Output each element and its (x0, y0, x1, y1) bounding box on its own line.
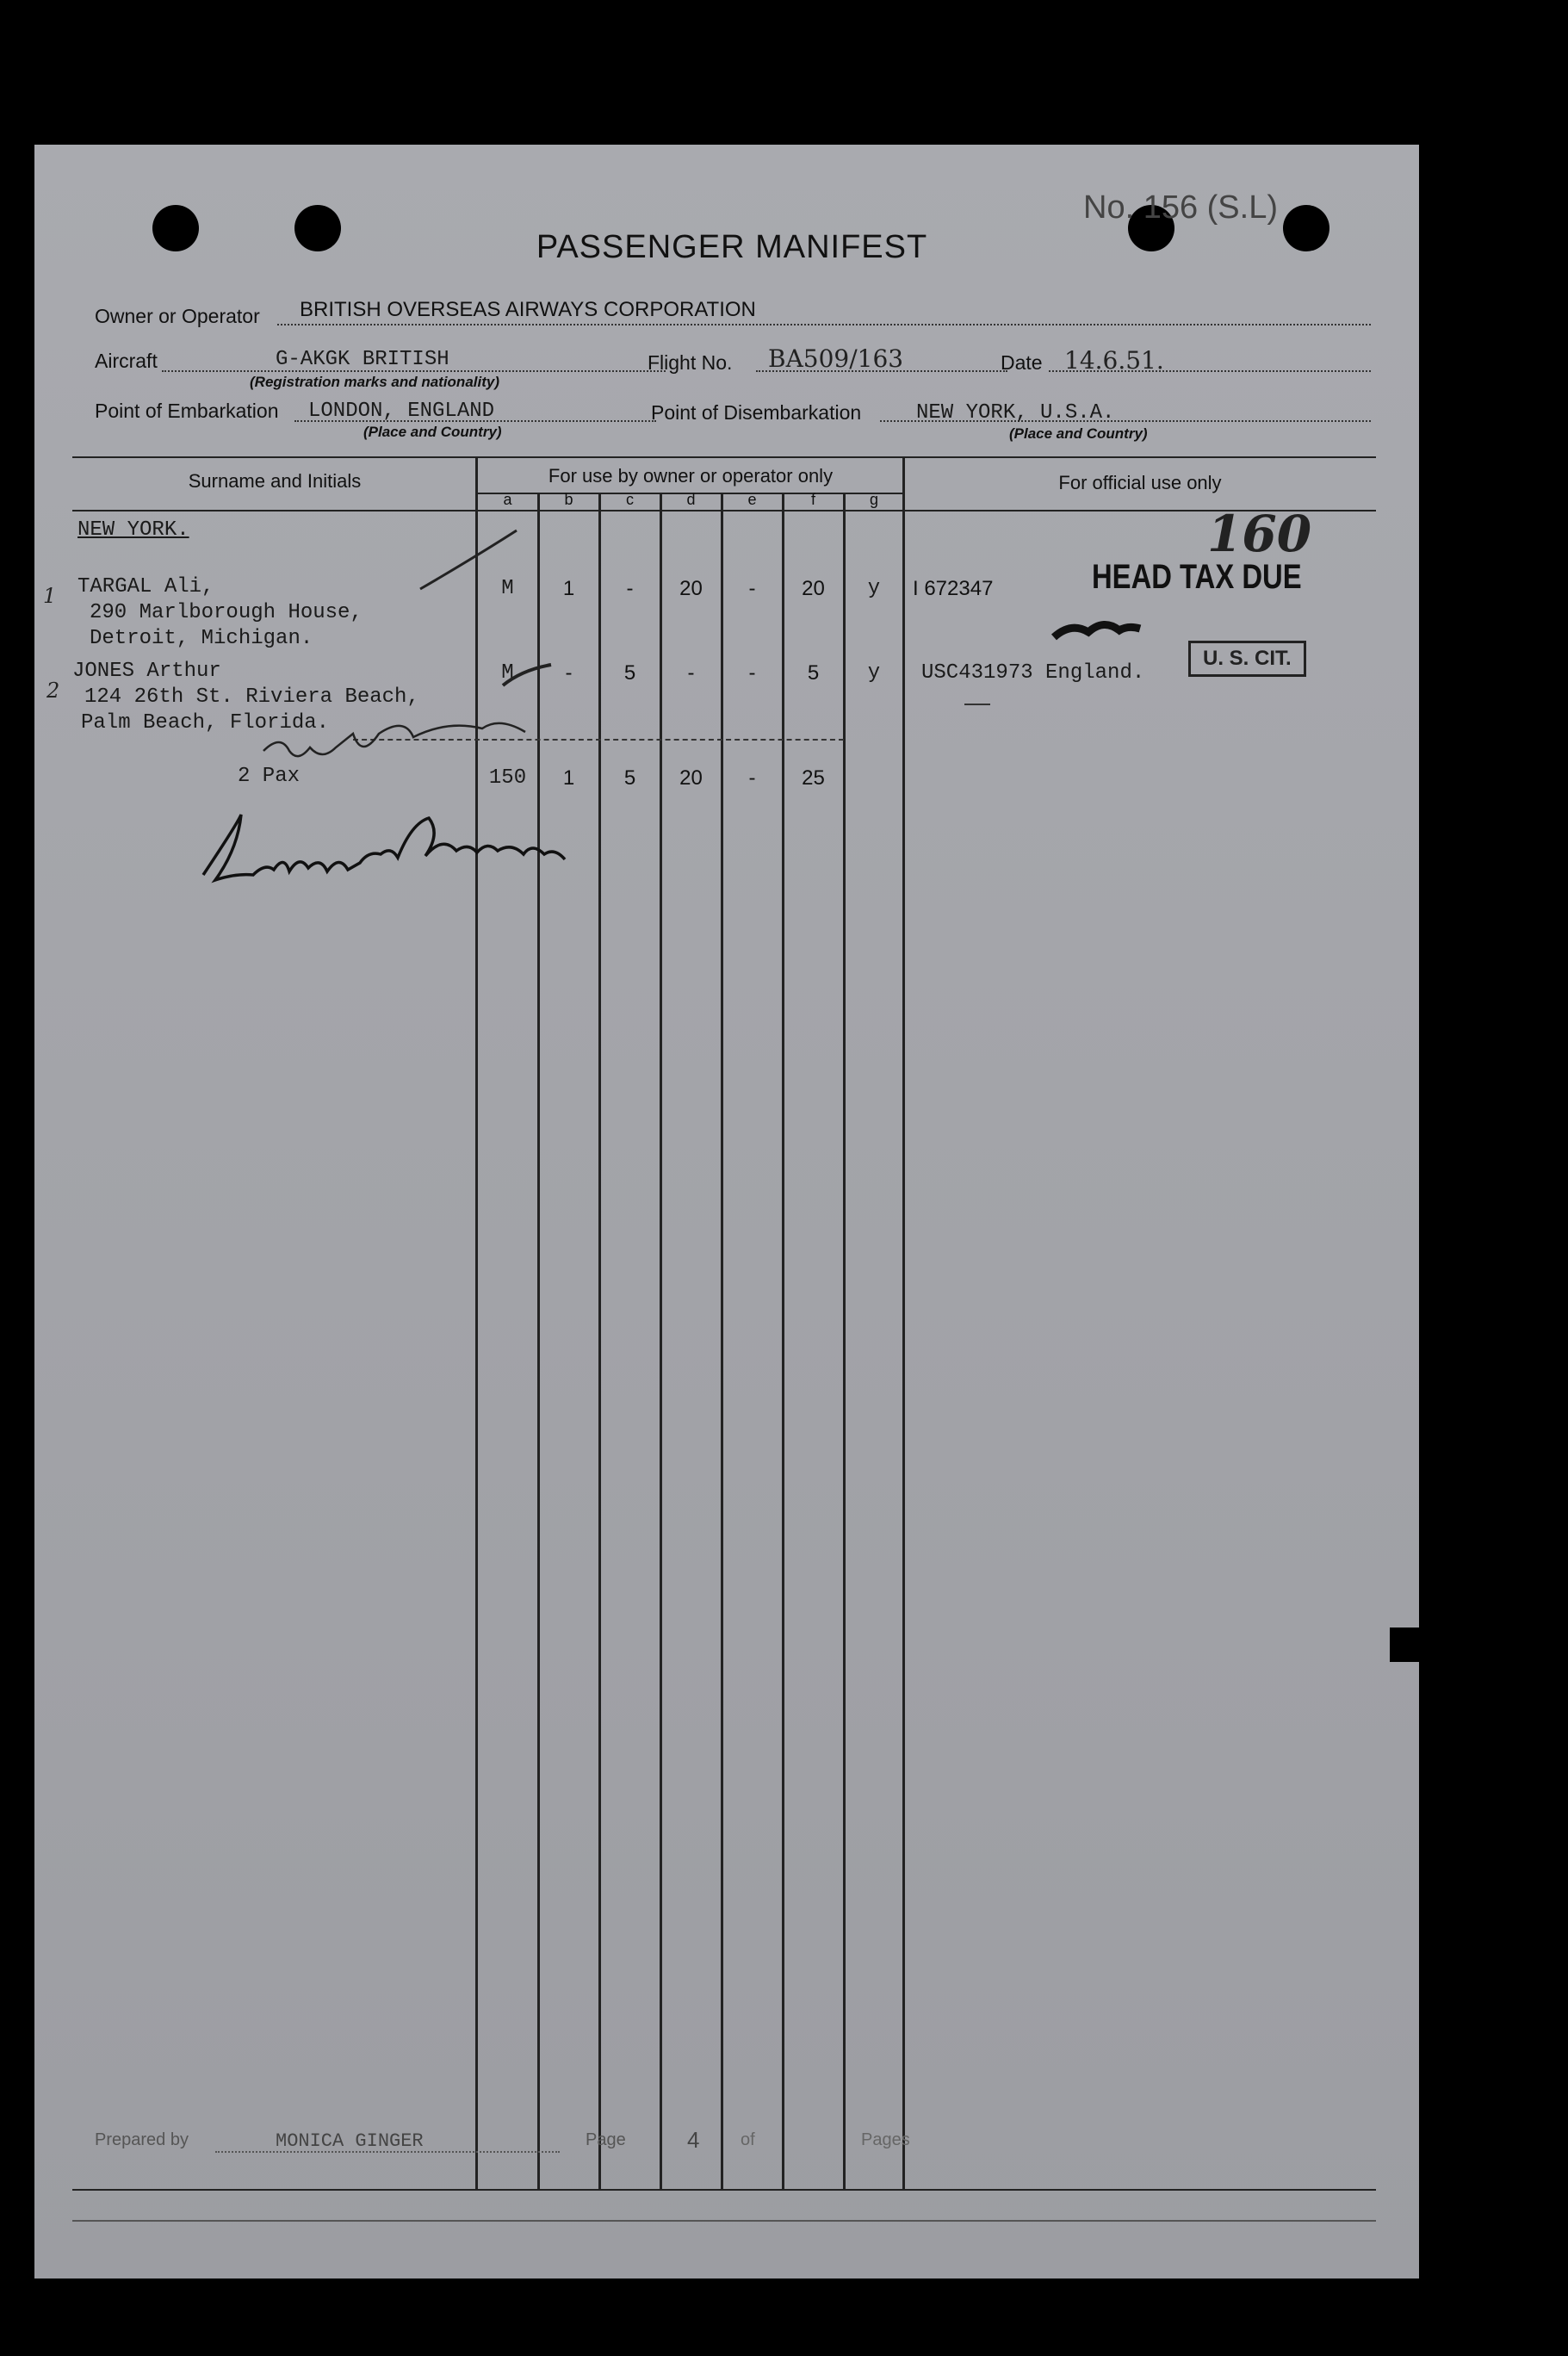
disembarkation-note: (Place and Country) (1009, 425, 1148, 442)
row-1-address1: 290 Marlborough House, (90, 601, 363, 624)
subcol-g: g (869, 491, 878, 508)
head-tax-stamp: HEAD TAX DUE (1092, 558, 1302, 596)
aircraft-note: (Registration marks and nationality) (250, 374, 499, 390)
disembarkation-value: NEW YORK, U.S.A. (916, 401, 1115, 425)
row-1-cell-b: 1 (562, 577, 575, 600)
aircraft-value: G-AKGK BRITISH (276, 348, 449, 371)
document-number: No. 156 (S.L) (1083, 189, 1278, 226)
row-2-official: USC431973 England. (921, 661, 1145, 685)
destination-heading: NEW YORK. (77, 518, 189, 542)
date-label: Date (1001, 351, 1043, 374)
row-2-name: JONES Arthur (72, 660, 221, 683)
row-2-cell-f: 5 (807, 661, 820, 685)
owner-value: BRITISH OVERSEAS AIRWAYS CORPORATION (300, 298, 756, 321)
row-2-cell-a: M (501, 661, 514, 685)
disembarkation-label: Point of Disembarkation (651, 401, 862, 424)
subcol-d: d (686, 491, 696, 508)
row-1-mark: 1 (43, 584, 57, 608)
row-2-address1: 124 26th St. Riviera Beach, (84, 685, 419, 709)
embarkation-note: (Place and Country) (363, 424, 502, 440)
page-title: PASSENGER MANIFEST (536, 229, 928, 265)
row-2-cell-c: 5 (623, 661, 636, 685)
row-1-name: TARGAL Ali, (77, 575, 214, 598)
embarkation-value: LONDON, ENGLAND (308, 400, 495, 423)
subcol-e: e (747, 491, 757, 508)
scan-edge-mark (1390, 1628, 1419, 1662)
prepared-value: MONICA GINGER (276, 2130, 424, 2152)
flight-label: Flight No. (648, 351, 733, 374)
handwriting-strokes (34, 145, 1419, 1092)
col-surname-header: Surname and Initials (188, 470, 362, 492)
row-2-address2: Palm Beach, Florida. (81, 711, 330, 735)
signature-stroke (203, 815, 565, 880)
row-2-cell-e: - (748, 661, 756, 685)
row-1-cell-a: M (501, 577, 514, 600)
row-2-mark: 2 (46, 679, 60, 703)
us-cit-stamp: U. S. CIT. (1188, 641, 1306, 677)
row-1-cell-g: y (867, 577, 881, 600)
owner-label: Owner or Operator (95, 305, 260, 327)
footer-rule (72, 2220, 1376, 2222)
totals-cell-f: 25 (802, 766, 825, 790)
row-1-cell-e: - (748, 577, 756, 600)
manifest-sheet (34, 145, 1419, 2278)
totals-cell-c: 5 (623, 766, 636, 790)
date-value: 14.6.51. (1064, 346, 1164, 375)
row-1-address2: Detroit, Michigan. (90, 627, 313, 650)
table-bottom-border (72, 2189, 1376, 2191)
aircraft-label: Aircraft (95, 350, 158, 372)
totals-label: 2 Pax (238, 765, 301, 788)
totals-cell-e: - (748, 766, 756, 790)
row-1-official: I 672347 (913, 577, 994, 600)
checkmark-stroke (420, 530, 517, 589)
handwritten-number: 160 (1207, 505, 1312, 563)
row-1-cell-f: 20 (802, 577, 825, 600)
flight-value: BA509/163 (768, 344, 904, 373)
embarkation-label: Point of Embarkation (95, 400, 279, 422)
prepared-label: Prepared by (95, 2130, 189, 2149)
of-label: of (741, 2130, 755, 2149)
row-2-cell-d: - (687, 661, 695, 685)
totals-cell-a: 150 (488, 766, 527, 790)
page-value: 4 (687, 2127, 700, 2153)
subcol-b: b (564, 491, 573, 508)
row-2-cell-g: y (867, 661, 881, 685)
totals-cell-b: 1 (562, 766, 575, 790)
totals-scribble (263, 723, 525, 756)
row-2-strike-stroke (503, 665, 551, 685)
col-official-header: For official use only (1058, 472, 1222, 493)
subcol-f: f (810, 491, 815, 508)
page-label: Page (586, 2130, 626, 2149)
row-1-cell-c: - (626, 577, 634, 600)
row-2-cell-b: - (565, 661, 573, 685)
totals-cell-d: 20 (679, 766, 703, 790)
head-tax-scribble (1054, 624, 1140, 637)
subcol-c: c (626, 491, 634, 508)
row-1-cell-d: 20 (679, 577, 703, 600)
subcol-a: a (503, 491, 512, 508)
pages-label: Pages (861, 2130, 910, 2149)
col-owner-use-header: For use by owner or operator only (548, 465, 834, 487)
